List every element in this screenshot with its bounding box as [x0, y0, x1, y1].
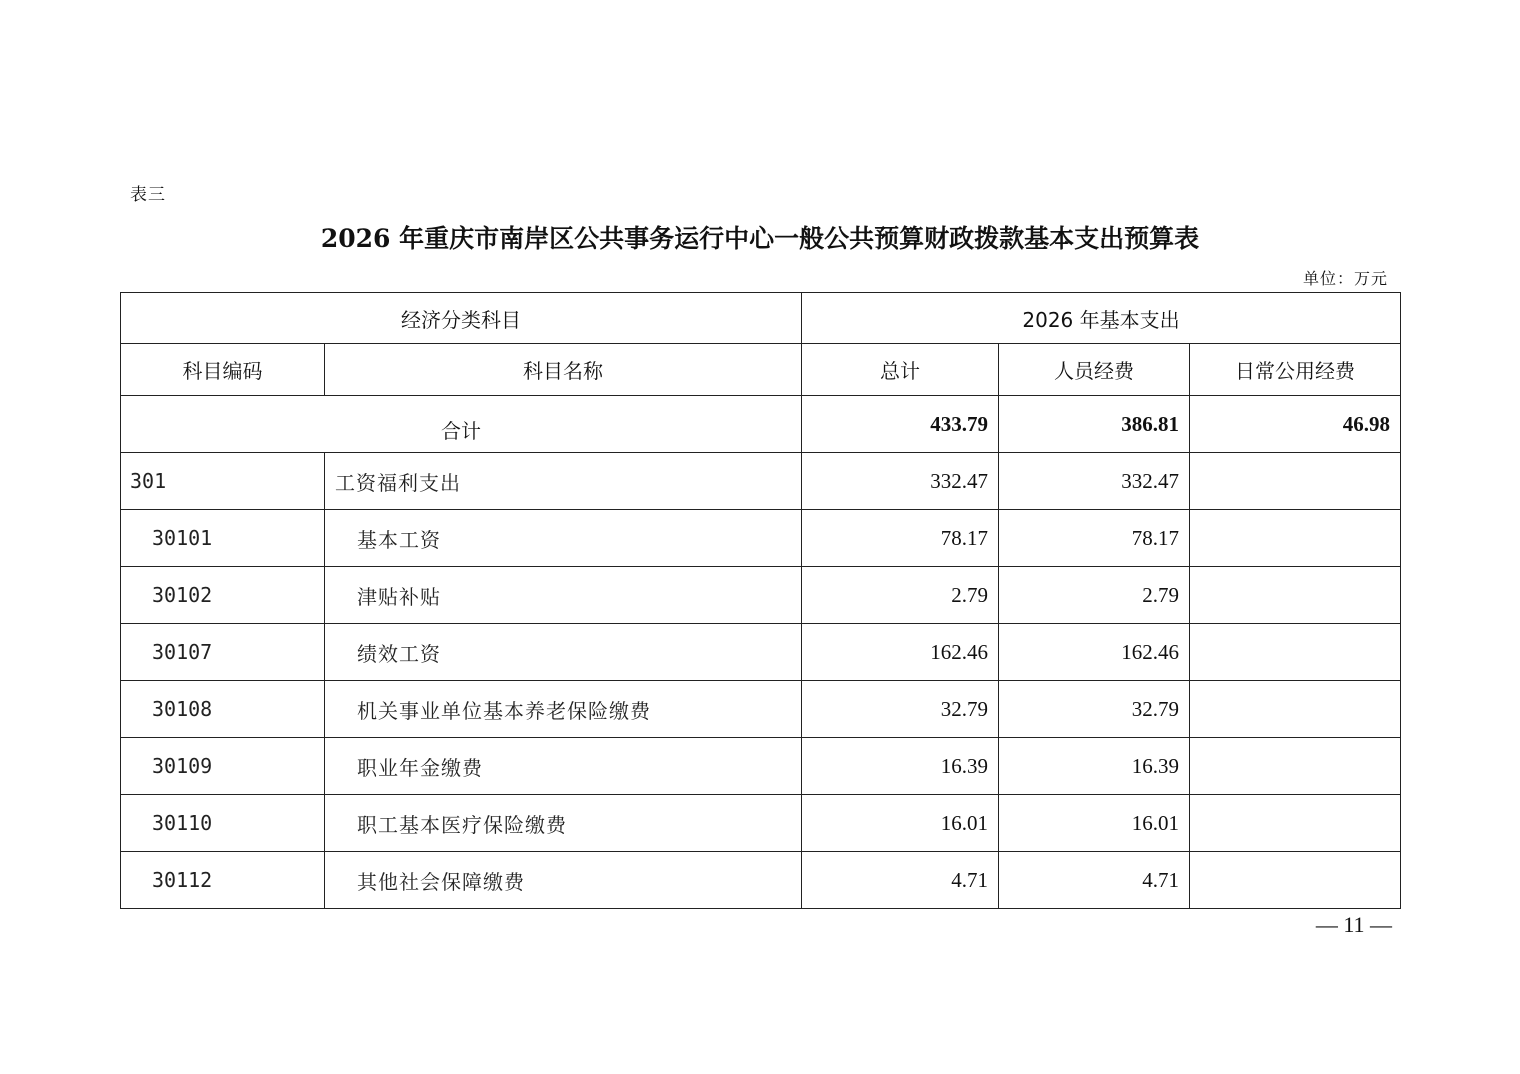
row-public	[1190, 738, 1401, 795]
row-public	[1190, 681, 1401, 738]
row-name: 津贴补贴	[325, 567, 802, 624]
row-personnel: 2.79	[999, 567, 1190, 624]
page-title: 2026 年重庆市南岸区公共事务运行中心一般公共预算财政拨款基本支出预算表	[320, 224, 1200, 253]
row-code: 30109	[121, 738, 325, 795]
row-total: 162.46	[802, 624, 999, 681]
row-total: 2.79	[802, 567, 999, 624]
header-row-columns	[121, 344, 1401, 396]
row-personnel: 16.39	[999, 738, 1190, 795]
row-name: 基本工资	[325, 510, 802, 567]
row-personnel: 162.46	[999, 624, 1190, 681]
row-personnel: 4.71	[999, 852, 1190, 909]
row-code: 30102	[121, 567, 325, 624]
total-public: 46.98	[1190, 396, 1401, 453]
row-personnel: 332.47	[999, 453, 1190, 510]
table-label: 表三	[130, 185, 166, 205]
row-name: 职工基本医疗保险缴费	[325, 795, 802, 852]
table-row	[121, 852, 1401, 909]
table-row	[121, 738, 1401, 795]
row-public	[1190, 624, 1401, 681]
row-code: 30110	[121, 795, 325, 852]
row-total: 16.39	[802, 738, 999, 795]
row-code: 30107	[121, 624, 325, 681]
budget-table	[120, 292, 1401, 909]
table-row	[121, 681, 1401, 738]
header-economic-category: 经济分类科目	[121, 293, 802, 344]
row-total: 332.47	[802, 453, 999, 510]
header-basic-expenditure: 2026 年基本支出	[802, 293, 1401, 344]
row-public	[1190, 795, 1401, 852]
total-personnel: 386.81	[999, 396, 1190, 453]
row-code: 301	[121, 453, 325, 510]
row-personnel: 16.01	[999, 795, 1190, 852]
header-total: 总计	[802, 344, 999, 396]
header-public: 日常公用经费	[1190, 344, 1401, 396]
header-code: 科目编码	[121, 344, 325, 396]
row-public	[1190, 510, 1401, 567]
total-total: 433.79	[802, 396, 999, 453]
row-personnel: 78.17	[999, 510, 1190, 567]
row-personnel: 32.79	[999, 681, 1190, 738]
row-total: 4.71	[802, 852, 999, 909]
row-code: 30112	[121, 852, 325, 909]
row-public	[1190, 852, 1401, 909]
table-row	[121, 453, 1401, 510]
row-name: 其他社会保障缴费	[325, 852, 802, 909]
total-row	[121, 396, 1401, 453]
row-total: 78.17	[802, 510, 999, 567]
row-total: 16.01	[802, 795, 999, 852]
total-label: 合计	[121, 396, 802, 453]
row-public	[1190, 567, 1401, 624]
table-row	[121, 624, 1401, 681]
page-number: — 11 —	[1315, 912, 1392, 937]
row-name: 工资福利支出	[325, 453, 802, 510]
header-name: 科目名称	[325, 344, 802, 396]
row-code: 30108	[121, 681, 325, 738]
header-row-group	[121, 293, 1401, 344]
row-name: 绩效工资	[325, 624, 802, 681]
header-personnel: 人员经费	[999, 344, 1190, 396]
row-name: 机关事业单位基本养老保险缴费	[325, 681, 802, 738]
unit-label: 单位：万元	[1302, 269, 1388, 288]
row-code: 30101	[121, 510, 325, 567]
table-row	[121, 795, 1401, 852]
row-public	[1190, 453, 1401, 510]
table-row	[121, 510, 1401, 567]
table-row	[121, 567, 1401, 624]
row-total: 32.79	[802, 681, 999, 738]
row-name: 职业年金缴费	[325, 738, 802, 795]
